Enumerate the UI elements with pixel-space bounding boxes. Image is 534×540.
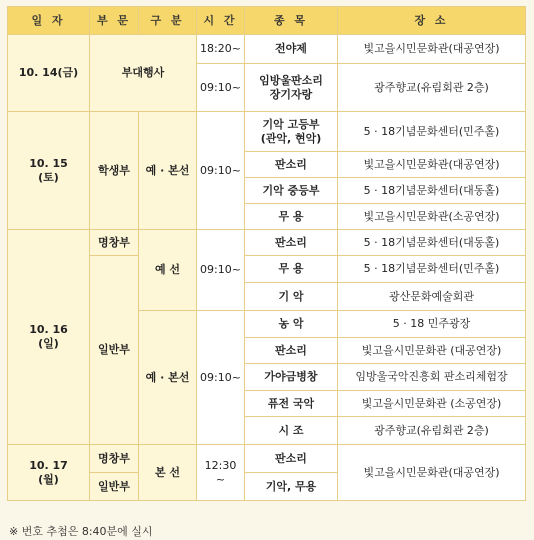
division-cell: 일반부	[90, 256, 139, 445]
venue-cell: 광산문화예술회관	[338, 283, 526, 311]
event-cell: 기악 중등부	[245, 178, 338, 204]
event-cell: 전야제	[245, 35, 338, 64]
event-cell: 임방울판소리 장기자랑	[245, 64, 338, 112]
time-cell: 09:10~	[197, 112, 245, 230]
header-venue: 장 소	[338, 7, 526, 35]
venue-cell: 빛고을시민문화관(대공연장)	[338, 445, 526, 501]
venue-cell: 빛고을시민문화관(소공연장)	[338, 204, 526, 230]
venue-cell: 5 · 18기념문화센터(대동홀)	[338, 178, 526, 204]
venue-cell: 광주향교(유림회관 2층)	[338, 64, 526, 112]
event-cell: 판소리	[245, 338, 338, 364]
event-cell: 시 조	[245, 417, 338, 445]
header-time: 시 간	[197, 7, 245, 35]
time-cell: 09:10~	[197, 64, 245, 112]
division-cell: 명창부	[90, 230, 139, 256]
date-cell: 10. 14(금)	[8, 35, 90, 112]
category-cell: 예 · 본선	[139, 112, 197, 230]
schedule-table	[7, 6, 526, 501]
venue-cell: 빛고을시민문화관 (소공연장)	[338, 391, 526, 417]
footnote: ※ 번호 추첨은 8:40분에 실시	[9, 525, 153, 538]
time-cell: 09:10~	[197, 230, 245, 311]
venue-cell: 빛고을시민문화관(대공연장)	[338, 152, 526, 178]
header-category: 구 분	[139, 7, 197, 35]
event-cell: 기악 고등부 (관악, 현악)	[245, 112, 338, 152]
venue-cell: 광주향교(유림회관 2층)	[338, 417, 526, 445]
venue-cell: 임방울국악진흥회 판소리체험장	[338, 364, 526, 391]
event-cell: 퓨전 국악	[245, 391, 338, 417]
venue-cell: 빛고을시민문화관(대공연장)	[338, 35, 526, 64]
venue-cell: 5 · 18기념문화센터(민주홀)	[338, 112, 526, 152]
division-cell: 부대행사	[90, 35, 197, 112]
time-cell: 09:10~	[197, 311, 245, 445]
date-cell: 10. 15 (토)	[8, 112, 90, 230]
event-cell: 판소리	[245, 445, 338, 473]
table-row	[8, 112, 526, 152]
category-cell: 예 · 본선	[139, 311, 197, 445]
time-cell: 18:20~	[197, 35, 245, 64]
header-date: 일 자	[8, 7, 90, 35]
category-cell: 예 선	[139, 230, 197, 311]
table-row	[8, 445, 526, 473]
header-division: 부 문	[90, 7, 139, 35]
event-cell: 판소리	[245, 230, 338, 256]
header-event: 종 목	[245, 7, 338, 35]
category-cell: 본 선	[139, 445, 197, 501]
date-cell: 10. 17 (월)	[8, 445, 90, 501]
division-cell: 학생부	[90, 112, 139, 230]
event-cell: 농 악	[245, 311, 338, 338]
time-cell: 12:30 ~	[197, 445, 245, 501]
event-cell: 기악, 무용	[245, 473, 338, 501]
division-cell: 일반부	[90, 473, 139, 501]
date-cell: 10. 16 (일)	[8, 230, 90, 445]
event-cell: 기 악	[245, 283, 338, 311]
event-cell: 가야금병창	[245, 364, 338, 391]
event-cell: 판소리	[245, 152, 338, 178]
venue-cell: 빛고을시민문화관 (대공연장)	[338, 338, 526, 364]
header-row	[8, 7, 526, 35]
venue-cell: 5 · 18 민주광장	[338, 311, 526, 338]
venue-cell: 5 · 18기념문화센터(민주홀)	[338, 256, 526, 283]
table-row	[8, 230, 526, 256]
table-row	[8, 35, 526, 64]
division-cell: 명창부	[90, 445, 139, 473]
venue-cell: 5 · 18기념문화센터(대동홀)	[338, 230, 526, 256]
event-cell: 무 용	[245, 256, 338, 283]
event-cell: 무 용	[245, 204, 338, 230]
